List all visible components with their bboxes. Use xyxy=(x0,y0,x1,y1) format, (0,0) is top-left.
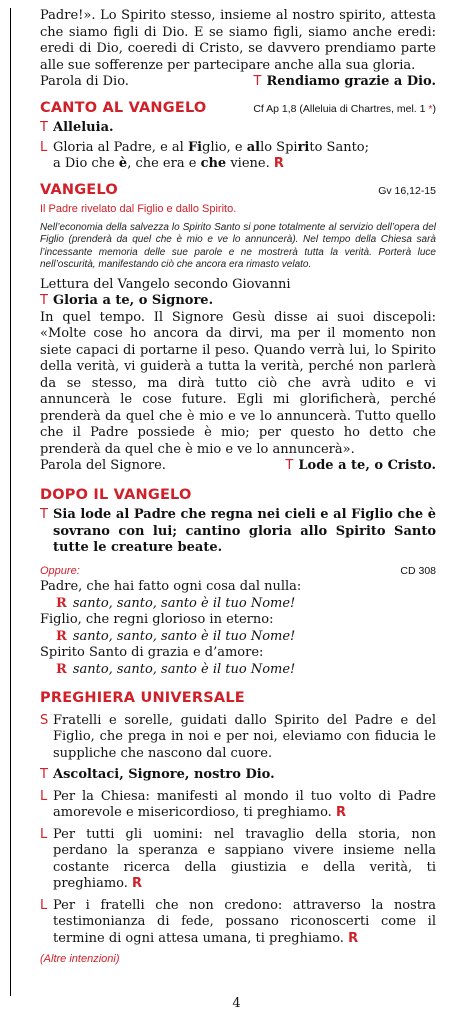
verse-part: glio, e xyxy=(202,139,247,155)
preghiera-intro-text: Fratelli e sorelle, guidati dallo Spirito del Padre e del Figlio, che prega in noi e per noi, eleviamo con fiducia le suppliche che nascono dal cuore. xyxy=(53,712,436,761)
litany-response xyxy=(40,596,436,613)
vangelo-title: VANGELO xyxy=(40,181,118,198)
vangelo-note: Nell’economia della salvezza lo Spirito Santo si pone totalmente al servizio dell’opera del Figlio (prenderà da quel che è mio e ve lo annuncerà). Nel tempo della Chiesa sarà l’incessante memoria delle sue parole e ne mostrerà tutta la verità. Porterà luce nell’oscurità, manifestando ciò che ancora era rimasto velato. xyxy=(40,221,436,270)
lector-marker: L xyxy=(40,139,48,155)
people-marker: T xyxy=(40,120,48,135)
vangelo-subtitle: Il Padre rivelato dal Figlio e dallo Spirito. xyxy=(40,203,237,215)
page-content xyxy=(40,8,436,968)
oppure-label: Oppure: xyxy=(40,564,80,577)
vangelo-header xyxy=(40,182,436,200)
alleluia-text: Alleluia. xyxy=(53,120,114,135)
response-r-marker: R xyxy=(56,661,67,677)
dopo-acclamation xyxy=(40,507,436,557)
people-marker: T xyxy=(40,507,48,522)
litany-verse: Figlio, che regni glorioso in eterno: xyxy=(40,612,274,627)
intention-item xyxy=(40,898,436,948)
litany-verse: Padre, che hai fatto ogni cosa dal nulla: xyxy=(40,579,302,594)
response-r-marker: R xyxy=(56,595,67,611)
dopo-title: DOPO IL VANGELO xyxy=(40,486,192,503)
vangelo-response-text: Lode a te, o Cristo. xyxy=(298,458,436,473)
reading-text: Padre!». Lo Spirito stesso, insieme al nostro spirito, attesta che siamo figli di Dio. E se siamo figli, siamo anche eredi: eredi di Dio, coeredi di Cristo, se davvero prendiamo parte alle sue sofferenze per partecipare anche alla sua gloria. xyxy=(40,8,436,73)
vangelo-closing: Parola del Signore. xyxy=(40,458,166,473)
litany-verse: Spirito Santo di grazia e d’amore: xyxy=(40,645,264,660)
reading-closing: Parola di Dio. xyxy=(40,74,129,89)
litany-response xyxy=(40,662,436,679)
verse-accent: al xyxy=(246,139,261,155)
vangelo-response xyxy=(285,458,436,475)
vangelo-ref: Gv 16,12-15 xyxy=(378,184,436,197)
verse-part: lo Spi xyxy=(260,139,298,155)
verse-part: viene. xyxy=(226,156,274,171)
vangelo-gloria xyxy=(40,293,436,310)
dopo-ref: CD 308 xyxy=(400,564,436,577)
dopo-litany xyxy=(40,579,436,678)
response-r-marker: R xyxy=(335,805,346,820)
vangelo-text: In quel tempo. Il Signore Gesù disse ai suoi discepoli: «Molte cose ho ancora da dirvi, ma per il momento non siete capaci di portarne il peso. Quando verrà lui, lo Spirito della verità, vi guiderà a tutta la verità, perché non parlerà da se stesso, ma dirà tutto ciò che avrà udito e vi annuncerà le cose future. Egli mi glorificherà, perché prenderà da quel che è mio e ve lo annuncerà. Tutto quello che il Padre possiede è mio; per questo ho detto che prenderà da quel che è mio e ve lo annuncerà». xyxy=(40,309,436,457)
lector-marker: L xyxy=(40,788,48,804)
intention-item xyxy=(40,827,436,893)
canto-title: CANTO AL VANGELO xyxy=(40,99,207,116)
verse-accent: ri xyxy=(297,139,310,155)
intention-text: Per i fratelli che non credono: attraverso la nostra testimonianza di fede, possano riconoscerti come il termine di ogni attesa umana, ti preghiamo. xyxy=(53,897,436,946)
litany-response-text: santo, santo, santo è il tuo Nome! xyxy=(72,595,296,611)
reading-response-text: Rendiamo grazie a Dio. xyxy=(266,74,436,89)
canto-ref-star: * xyxy=(428,102,433,115)
people-marker: T xyxy=(285,458,294,473)
verse-accent: che xyxy=(200,156,227,171)
response-r-marker: R xyxy=(56,628,67,644)
canto-ref xyxy=(253,101,436,118)
dopo-oppure-row xyxy=(40,563,436,580)
verse-part: , che era e xyxy=(127,156,201,171)
response-r-marker: R xyxy=(348,930,359,946)
litany-response-text: santo, santo, santo è il tuo Nome! xyxy=(72,661,296,677)
lector-marker: L xyxy=(40,826,48,842)
vangelo-closing-row xyxy=(40,458,436,475)
intention-item xyxy=(40,789,436,822)
people-marker: T xyxy=(253,74,262,89)
response-r-marker: R xyxy=(273,156,284,171)
verse-part: Gloria al Padre, e al xyxy=(53,139,188,155)
celebrant-marker: S xyxy=(40,712,49,728)
altre-intenzioni: (Altre intenzioni) xyxy=(40,953,120,965)
page-number: 4 xyxy=(232,996,241,1011)
left-margin-rule xyxy=(10,8,11,996)
lector-marker: L xyxy=(40,897,48,913)
preghiera-title: PREGHIERA UNIVERSALE xyxy=(40,690,245,706)
canto-ref-close: ) xyxy=(432,102,436,115)
verse-part: to Santo; xyxy=(309,139,370,155)
verse-accent: è xyxy=(118,156,128,171)
reading-response xyxy=(253,74,436,91)
verse-part: a Dio che xyxy=(53,156,119,171)
canto-alleluia xyxy=(40,120,436,137)
people-marker: T xyxy=(40,293,48,308)
vangelo-lettura: Lettura del Vangelo secondo Giovanni xyxy=(40,276,291,292)
litany-response-text: santo, santo, santo è il tuo Nome! xyxy=(72,628,296,644)
preghiera-response-text: Ascoltaci, Signore, nostro Dio. xyxy=(53,767,275,782)
canto-verse xyxy=(40,140,436,173)
intention-text: Per la Chiesa: manifesti al mondo il tuo volto di Padre amorevole e misericordioso, ti preghiamo. xyxy=(53,788,436,820)
people-marker: T xyxy=(40,767,48,782)
dopo-text: Sia lode al Padre che regna nei cieli e al Figlio che è sovrano con lui; cantino gloria allo Spirito Santo tutte le creature beate. xyxy=(53,507,436,555)
preghiera-response xyxy=(40,767,436,784)
canto-ref-text: Cf Ap 1,8 (Alleluia di Chartres, mel. 1 xyxy=(253,102,426,115)
canto-header xyxy=(40,100,436,118)
reading-closing-row xyxy=(40,74,436,91)
response-r-marker: R xyxy=(132,876,143,891)
intention-text: Per tutti gli uomini: nel travaglio della storia, non perdano la speranza e sappiano vivere insieme nella costante ricerca della giustizia e della verità, ti preghiamo. xyxy=(53,826,436,891)
litany-response xyxy=(40,629,436,646)
preghiera-intro xyxy=(40,713,436,763)
gloria-text: Gloria a te, o Signore. xyxy=(53,293,214,308)
verse-accent: Fi xyxy=(187,139,203,155)
